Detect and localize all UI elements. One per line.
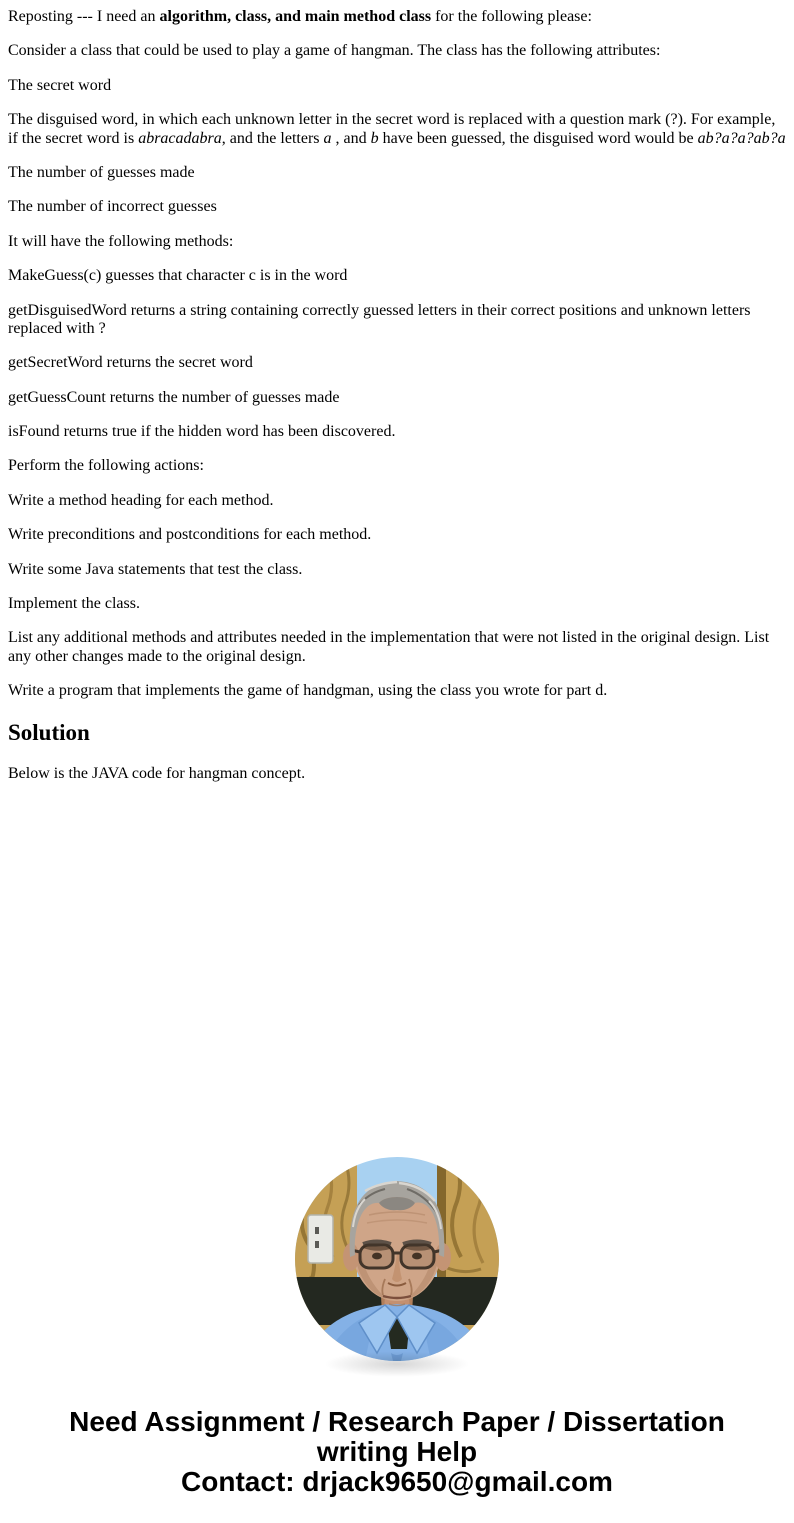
italic-text: b bbox=[370, 129, 379, 147]
avatar-drop-shadow bbox=[324, 1351, 471, 1377]
page bbox=[8, 8, 786, 1497]
text-run: , and the letters bbox=[221, 129, 324, 147]
text-run: Write a method heading for each method. bbox=[8, 491, 274, 509]
paragraph bbox=[8, 629, 786, 666]
paragraph bbox=[8, 302, 786, 339]
switch-plate bbox=[308, 1215, 333, 1263]
tutor-avatar bbox=[295, 1157, 499, 1361]
article-after-heading bbox=[8, 765, 786, 783]
paragraph bbox=[8, 267, 786, 285]
text-run: Write preconditions and postconditions for each method. bbox=[8, 526, 372, 544]
text-run: getDisguisedWord returns a string containing correctly guessed letters in their correct positions and unknown letters replaced with ? bbox=[8, 301, 751, 337]
text-run: Write some Java statements that test the class. bbox=[8, 560, 303, 578]
text-run: , and bbox=[331, 129, 371, 147]
text-run: for the following please: bbox=[431, 8, 592, 25]
text-run: The disguised word, in which each unknown letter in the secret word is replaced with a question mark (?). For example, if the secret word is bbox=[8, 111, 776, 147]
paragraph bbox=[8, 457, 786, 475]
text-run: It will have the following methods: bbox=[8, 232, 234, 250]
paragraph bbox=[8, 77, 786, 95]
paragraph bbox=[8, 111, 786, 148]
solution-heading: Solution bbox=[8, 719, 90, 745]
blank-space bbox=[8, 799, 786, 1157]
text-run: Implement the class. bbox=[8, 595, 140, 613]
paragraph bbox=[8, 526, 786, 544]
paragraph bbox=[8, 682, 786, 700]
banner-line-1: Need Assignment / Research Paper / Dissertation bbox=[69, 1406, 725, 1438]
text-run: isFound returns true if the hidden word has been discovered. bbox=[8, 423, 396, 441]
below-code-note: Below is the JAVA code for hangman concept. bbox=[8, 765, 306, 783]
text-run: Reposting --- I need an bbox=[8, 8, 160, 25]
italic-text: ab?a?a?ab?a bbox=[697, 129, 786, 147]
text-run: getSecretWord returns the secret word bbox=[8, 354, 253, 372]
paragraph bbox=[8, 492, 786, 510]
text-run: The number of guesses made bbox=[8, 163, 195, 181]
text-run: have been guessed, the disguised word would be bbox=[378, 129, 698, 147]
text-run: MakeGuess(c) guesses that character c is in the word bbox=[8, 267, 348, 285]
text-run: The number of incorrect guesses bbox=[8, 198, 217, 216]
text-run: Write a program that implements the game of handgman, using the class you wrote for part d. bbox=[8, 682, 608, 700]
paragraph bbox=[8, 198, 786, 216]
banner-line-2: writing Help bbox=[316, 1436, 478, 1468]
bold-text: algorithm, class, and main method class bbox=[159, 8, 432, 25]
help-banner bbox=[8, 1407, 786, 1497]
paragraph bbox=[8, 233, 786, 251]
portrait-photo-icon bbox=[295, 1157, 499, 1361]
text-run: getGuessCount returns the number of guesses made bbox=[8, 388, 340, 406]
italic-text: abracadabra bbox=[138, 129, 222, 147]
text-run: List any additional methods and attributes needed in the implementation that were not listed in the original design. List any other changes made to the original design. bbox=[8, 629, 770, 665]
text-run: The secret word bbox=[8, 76, 112, 94]
italic-text: a bbox=[323, 129, 332, 147]
banner-contact-email: Contact: drjack9650@gmail.com bbox=[181, 1466, 613, 1498]
paragraph bbox=[8, 354, 786, 372]
paragraph bbox=[8, 389, 786, 407]
text-run: Perform the following actions: bbox=[8, 457, 204, 475]
paragraph bbox=[8, 164, 786, 182]
paragraph bbox=[8, 42, 786, 60]
paragraph bbox=[8, 8, 786, 26]
article-body bbox=[8, 8, 786, 701]
paragraph bbox=[8, 595, 786, 613]
text-run: Consider a class that could be used to play a game of hangman. The class has the following attributes: bbox=[8, 42, 661, 60]
paragraph bbox=[8, 423, 786, 441]
paragraph bbox=[8, 561, 786, 579]
